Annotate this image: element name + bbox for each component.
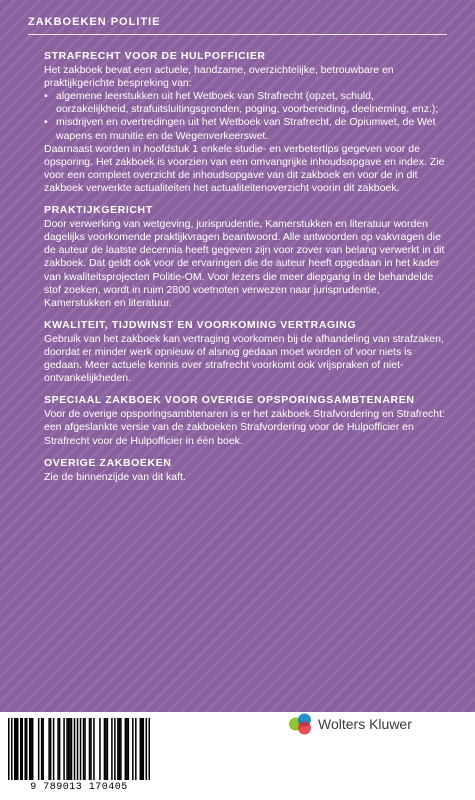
barcode-bar xyxy=(48,718,50,780)
section-body: Gebruik van het zakboek kan vertraging voorkomen bij de afhandeling van strafzaken, doordat er minder werk opnieuw of alsnog gedaan moet worden of voor niets is gedaan. Meer actuele kennis over strafrecht voorkomt ook vrijspraken of niet-ontvankelijkheden. xyxy=(44,332,444,385)
barcode-bar xyxy=(126,718,128,780)
wolters-kluwer-logo-icon xyxy=(288,712,312,736)
barcode-bar xyxy=(105,718,107,780)
section-speciaal-zakboek xyxy=(44,394,447,447)
barcode-bar xyxy=(146,718,148,780)
barcode-bar xyxy=(132,718,134,780)
barcode-bar xyxy=(38,718,40,780)
barcode-bar xyxy=(14,718,16,780)
section-heading: STRAFRECHT VOOR DE HULPOFFICIER xyxy=(44,50,266,62)
barcode-bar xyxy=(59,718,61,780)
bullet-list xyxy=(44,90,447,142)
barcode-bar xyxy=(135,718,137,780)
barcode-bar xyxy=(42,718,44,780)
barcode-bar xyxy=(74,718,76,780)
barcode-bar xyxy=(30,718,32,780)
barcode-bar xyxy=(149,718,150,780)
barcode-bar xyxy=(117,718,119,780)
section-outro: Daarnaast worden in hoofdstuk 1 enkele studie- en verbetertips gegeven voor de opsporing. Het zakboek is voorzien van een omvangrijke inhoudsopgave en index. Zie voor een compleet overzicht de inhoudsopgave van dit zakboek en voor de in dit zakboek verwerkte actualiteiten het actualiteitenoverzicht voorin dit zakboek. xyxy=(44,142,445,194)
barcode-bar xyxy=(119,718,121,780)
section-heading: OVERIGE ZAKBOEKEN xyxy=(44,456,172,469)
publisher-block xyxy=(288,712,412,736)
section-kwaliteit xyxy=(44,319,447,385)
section-praktijkgericht xyxy=(44,204,447,310)
list-item: • misdrijven en overtredingen uit het Wetboek van Strafrecht, de Opiumwet, de Wet wapens en munitie en de Wegenverkeerswet. xyxy=(44,116,447,142)
barcode-bar xyxy=(93,718,95,780)
barcode-bar xyxy=(26,718,28,780)
list-item: • algemene leerstukken uit het Wetboek van Strafrecht (opzet, schuld, oorzakelijkheid, strafuitsluitingsgronden, poging, voorbereiding, deelneming, enz.); xyxy=(44,90,447,116)
barcode-bar xyxy=(8,718,10,780)
section-heading: KWALITEIT, TIJDWINST EN VOORKOMING VERTRAGING xyxy=(44,318,357,331)
barcode-bar xyxy=(32,718,34,780)
section-body: Zie de binnenzijde van dit kaft. xyxy=(44,470,186,483)
barcode-bar xyxy=(83,718,85,780)
barcode-bar xyxy=(57,718,59,780)
barcode-bar xyxy=(11,718,13,780)
barcode-bar xyxy=(63,718,65,780)
barcode-bar xyxy=(125,718,127,780)
barcode-bar xyxy=(71,718,73,780)
header-divider xyxy=(28,34,447,35)
barcode-bar xyxy=(41,718,43,780)
barcode-bar xyxy=(69,718,71,780)
section-heading: PRAKTIJKGERICHT xyxy=(44,204,153,217)
barcode-bar xyxy=(24,718,26,780)
barcode-bar xyxy=(99,718,101,780)
barcode-bar xyxy=(143,718,145,780)
isbn-barcode xyxy=(8,716,150,798)
barcode-bar xyxy=(29,718,31,780)
section-strafrecht xyxy=(44,50,447,195)
section-overige-zakboeken xyxy=(44,457,447,484)
publisher-name: Wolters Kluwer xyxy=(318,716,412,732)
barcode-bar xyxy=(114,718,116,780)
barcode-bar xyxy=(21,718,23,780)
barcode-bar xyxy=(111,718,113,780)
barcode-bar xyxy=(128,718,130,780)
barcode-digits: 9 789013 170405 xyxy=(30,782,128,793)
barcode-bar xyxy=(20,718,22,780)
section-intro: Het zakboek bevat een actuele, handzame, overzichtelijke, betrouwbare en praktijkgerichte bespreking van: xyxy=(44,64,394,90)
barcode-bar xyxy=(107,718,109,780)
barcode-bar xyxy=(141,718,143,780)
barcode-bar xyxy=(77,718,79,780)
barcode-bar xyxy=(84,718,86,780)
barcode-bar xyxy=(140,718,142,780)
barcode-bar xyxy=(120,718,122,780)
barcode-bar xyxy=(66,718,68,780)
barcode-bar xyxy=(80,718,82,780)
section-heading: SPECIAAL ZAKBOEK VOOR OVERIGE OPSPORINGSAMBTENAREN xyxy=(44,394,415,407)
series-title: ZAKBOEKEN POLITIE xyxy=(28,16,161,28)
barcode-bar xyxy=(17,718,19,780)
barcode-bar xyxy=(68,718,70,780)
back-cover-text xyxy=(44,50,447,493)
barcode-bar xyxy=(50,718,52,780)
section-body: Voor de overige opsporingsambtenaren is er het zakboek Strafvordering en Strafrecht: een afgeslankte versie van de zakboeken Strafvordering voor de Hulpofficier en Strafrecht voor de Hulpofficier in één boek. xyxy=(44,408,445,447)
barcode-bar xyxy=(15,718,17,780)
barcode-bar xyxy=(104,718,106,780)
barcode-bar xyxy=(90,718,92,780)
barcode-bar xyxy=(89,718,91,780)
barcode-bars xyxy=(8,716,150,782)
barcode-bar xyxy=(53,718,55,780)
section-body: Door verwerking van wetgeving, jurisprudentie, Kamerstukken en literatuur worden dagelijks voorkomende praktijkvragen beantwoord. Alle antwoorden op vakvragen die de auteur de laatste decennia heeft gegeven zijn voor zover van belang verwerkt in dit zakboek. Dat geldt ook voor de ervaringen die de auteur heeft opgedaan in het kader van kwaliteitsprojecten Politie-OM. Voor lezers die meer diepgang in de behandelde stof zoeken, wordt in ruim 2800 voetnoten verwezen naar jurisprudentie, Kamerstukken en literatuur. xyxy=(44,218,445,309)
